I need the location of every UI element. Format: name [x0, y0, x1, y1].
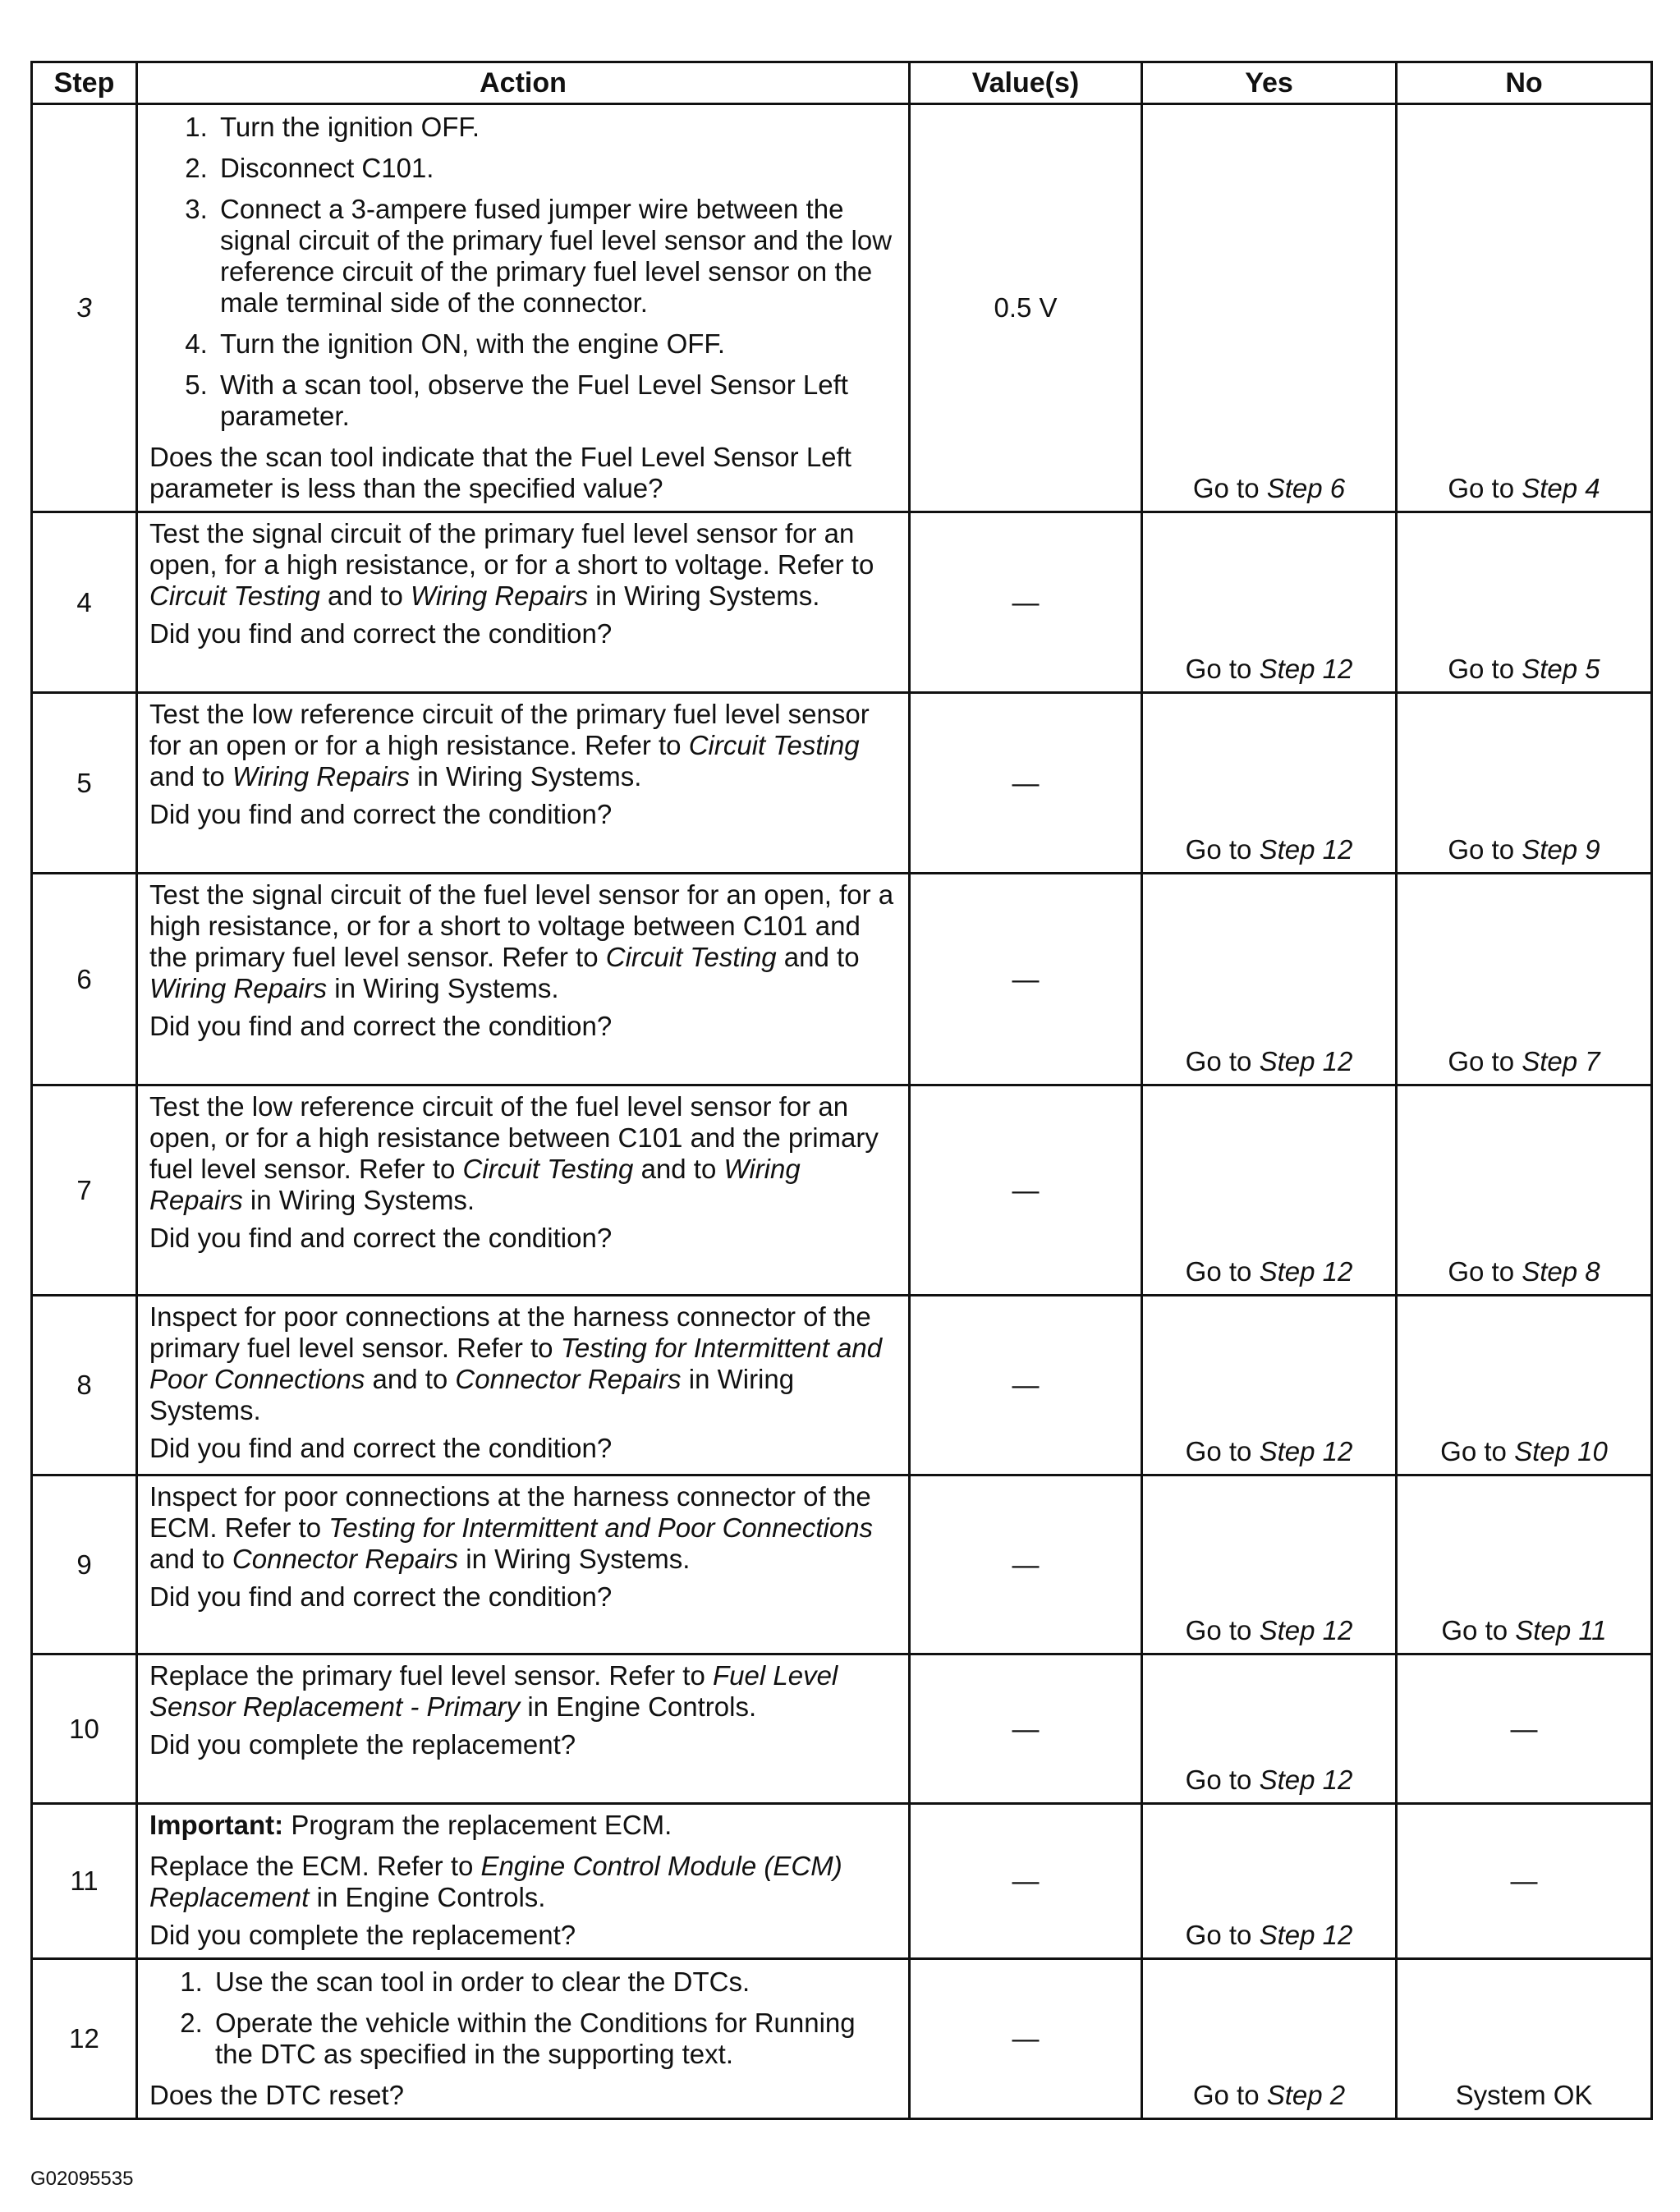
- important-label: Important:: [149, 1810, 284, 1840]
- action-cell: [137, 104, 910, 512]
- action-text: Test the signal circuit of the primary fuel level sensor for an open, for a high resistance, or for a short to voltage. Refer to Circuit Testing and to Wiring Repairs in Wiring Systems.: [149, 518, 874, 611]
- reference-link: Circuit Testing: [605, 942, 777, 972]
- no-prefix: Go to: [1441, 1615, 1516, 1645]
- yes-cell: [1142, 1475, 1397, 1654]
- action-text: Inspect for poor connections at the harness connector of the primary fuel level sensor. Refer to Testing for Intermittent and Poor Connections and to Connector Repairs in Wiring Systems.: [149, 1301, 883, 1425]
- no-cell: System OK: [1397, 1959, 1652, 2119]
- action-cell: [137, 1654, 910, 1804]
- action-text: Test the low reference circuit of the fuel level sensor for an open, or for a high resistance between C101 and the primary fuel level sensor. Refer to Circuit Testing and to Wiring Repairs in Wiring Systems.: [149, 1091, 879, 1215]
- step-number: 8: [32, 1296, 137, 1475]
- yes-prefix: Go to: [1185, 654, 1260, 684]
- yes-step-reference: Step 12: [1259, 1765, 1353, 1795]
- action-question: Did you find and correct the condition?: [149, 1011, 613, 1041]
- yes-cell: [1142, 1959, 1397, 2119]
- value-cell: 0.5 V: [910, 104, 1142, 512]
- reference-link: Wiring Repairs: [410, 581, 589, 611]
- action-cell: [137, 512, 910, 693]
- action-cell: [137, 1296, 910, 1475]
- no-step-reference: Step 9: [1522, 834, 1600, 865]
- yes-step-reference: Step 12: [1259, 1046, 1353, 1076]
- no-prefix: Go to: [1448, 834, 1522, 865]
- no-cell: —: [1397, 1804, 1652, 1959]
- no-prefix: Go to: [1448, 473, 1522, 503]
- diagnostic-table: [30, 61, 1653, 2120]
- action-question: Did you find and correct the condition?: [149, 1433, 613, 1463]
- no-cell: [1397, 874, 1652, 1085]
- yes-cell: [1142, 104, 1397, 512]
- yes-cell: [1142, 874, 1397, 1085]
- important-text: Program the replacement ECM.: [283, 1810, 672, 1840]
- yes-step-reference: Step 12: [1259, 1615, 1353, 1645]
- action-cell: [137, 1475, 910, 1654]
- action-cell: [137, 1085, 910, 1296]
- no-prefix: Go to: [1448, 654, 1522, 684]
- value-cell: —: [910, 1475, 1142, 1654]
- no-cell: [1397, 1085, 1652, 1296]
- action-step: 2. Disconnect C101.: [215, 153, 900, 184]
- reference-link: Wiring Repairs: [149, 973, 328, 1003]
- yes-step-reference: Step 12: [1259, 654, 1353, 684]
- action-text: Test the low reference circuit of the primary fuel level sensor for an open or for a high resistance. Refer to Circuit Testing and to Wiring Repairs in Wiring Systems.: [149, 699, 870, 792]
- action-text: Test the signal circuit of the fuel level sensor for an open, for a high resistance, or for a short to voltage between C101 and the primary fuel level sensor. Refer to Circuit Testing and to Wiring Repairs in Wiring Systems.: [149, 879, 894, 1003]
- reference-link: Wiring Repairs: [232, 761, 411, 792]
- step-number: 3: [32, 104, 137, 512]
- no-prefix: Go to: [1440, 1436, 1515, 1466]
- table-row: [32, 512, 1652, 693]
- yes-prefix: Go to: [1185, 1765, 1260, 1795]
- table-row: [32, 1475, 1652, 1654]
- action-question: Does the DTC reset?: [149, 2080, 404, 2110]
- action-step: 2. Operate the vehicle within the Conditions for Running the DTC as specified in the supporting text.: [210, 2008, 900, 2070]
- action-steps-list: [149, 1966, 900, 2070]
- action-steps-list: [149, 112, 900, 432]
- action-question: Did you find and correct the condition?: [149, 1223, 613, 1253]
- value-cell: —: [910, 1654, 1142, 1804]
- reference-link: Connector Repairs: [455, 1364, 682, 1394]
- step-number: 4: [32, 512, 137, 693]
- header-step: Step: [32, 62, 137, 104]
- yes-prefix: Go to: [1185, 1615, 1260, 1645]
- yes-step-reference: Step 6: [1266, 473, 1346, 503]
- action-step: 4. Turn the ignition ON, with the engine OFF.: [215, 328, 900, 360]
- no-prefix: Go to: [1448, 1046, 1522, 1076]
- step-number: 10: [32, 1654, 137, 1804]
- no-prefix: Go to: [1448, 1256, 1522, 1287]
- action-step: 3. Connect a 3-ampere fused jumper wire between the signal circuit of the primary fuel level sensor and the low reference circuit of the primary fuel level sensor on the male terminal side of the connector.: [215, 194, 900, 319]
- yes-step-reference: Step 12: [1259, 1436, 1353, 1466]
- no-cell: [1397, 104, 1652, 512]
- yes-prefix: Go to: [1192, 2080, 1267, 2110]
- no-cell: —: [1397, 1654, 1652, 1804]
- yes-cell: [1142, 512, 1397, 693]
- table-row: [32, 874, 1652, 1085]
- no-cell: [1397, 512, 1652, 693]
- action-question: Did you find and correct the condition?: [149, 1581, 613, 1612]
- reference-link: Testing for Intermittent and Poor Connections: [149, 1333, 883, 1394]
- header-no: No: [1397, 62, 1652, 104]
- action-step: 1. Turn the ignition OFF.: [215, 112, 900, 143]
- value-cell: —: [910, 512, 1142, 693]
- action-cell: [137, 693, 910, 874]
- yes-prefix: Go to: [1192, 473, 1267, 503]
- reference-link: Testing for Intermittent and Poor Connections: [328, 1512, 874, 1543]
- yes-step-reference: Step 12: [1259, 1920, 1353, 1950]
- action-text: Replace the primary fuel level sensor. Refer to Fuel Level Sensor Replacement - Primary in Engine Controls.: [149, 1660, 838, 1722]
- table-header-row: [32, 62, 1652, 104]
- value-cell: —: [910, 1804, 1142, 1959]
- yes-prefix: Go to: [1185, 1436, 1260, 1466]
- yes-cell: [1142, 1654, 1397, 1804]
- yes-cell: [1142, 1296, 1397, 1475]
- action-question: Did you complete the replacement?: [149, 1729, 576, 1760]
- step-number: 12: [32, 1959, 137, 2119]
- yes-cell: [1142, 1085, 1397, 1296]
- yes-prefix: Go to: [1185, 1920, 1260, 1950]
- yes-step-reference: Step 12: [1259, 834, 1353, 865]
- action-question: Did you find and correct the condition?: [149, 618, 613, 649]
- reference-link: Circuit Testing: [462, 1154, 634, 1184]
- value-cell: —: [910, 693, 1142, 874]
- action-step: 5. With a scan tool, observe the Fuel Level Sensor Left parameter.: [215, 369, 900, 432]
- step-number: 7: [32, 1085, 137, 1296]
- action-question: Did you complete the replacement?: [149, 1920, 576, 1950]
- action-text: Replace the ECM. Refer to Engine Control Module (ECM) Replacement in Engine Controls.: [149, 1851, 842, 1912]
- yes-step-reference: Step 12: [1259, 1256, 1353, 1287]
- no-step-reference: Step 4: [1522, 473, 1600, 503]
- important-note: [149, 1810, 900, 1841]
- no-cell: [1397, 1475, 1652, 1654]
- no-step-reference: Step 5: [1522, 654, 1600, 684]
- figure-id: G02095535: [30, 2168, 134, 2190]
- table-row: [32, 693, 1652, 874]
- no-step-reference: Step 11: [1515, 1615, 1607, 1645]
- reference-link: Circuit Testing: [149, 581, 320, 611]
- action-question: Does the scan tool indicate that the Fuel Level Sensor Left parameter is less than the specified value?: [149, 442, 851, 503]
- no-step-reference: Step 7: [1522, 1046, 1600, 1076]
- yes-prefix: Go to: [1185, 1256, 1260, 1287]
- step-number: 6: [32, 874, 137, 1085]
- no-cell: [1397, 1296, 1652, 1475]
- yes-step-reference: Step 2: [1266, 2080, 1346, 2110]
- step-number: 11: [32, 1804, 137, 1959]
- value-cell: —: [910, 1085, 1142, 1296]
- header-action: Action: [137, 62, 910, 104]
- table-row: [32, 1296, 1652, 1475]
- action-cell: [137, 1804, 910, 1959]
- no-cell: [1397, 693, 1652, 874]
- reference-link: Circuit Testing: [688, 730, 860, 760]
- yes-cell: [1142, 693, 1397, 874]
- step-number: 9: [32, 1475, 137, 1654]
- value-cell: —: [910, 874, 1142, 1085]
- action-cell: [137, 1959, 910, 2119]
- header-values: Value(s): [910, 62, 1142, 104]
- table-row: [32, 1959, 1652, 2119]
- action-step: 1. Use the scan tool in order to clear the DTCs.: [210, 1966, 900, 1998]
- table-row: [32, 1654, 1652, 1804]
- reference-link: Engine Control Module (ECM) Replacement: [149, 1851, 842, 1912]
- action-text: Inspect for poor connections at the harness connector of the ECM. Refer to Testing for Intermittent and Poor Connections and to Connector Repairs in Wiring Systems.: [149, 1481, 874, 1574]
- action-cell: [137, 874, 910, 1085]
- reference-link: Connector Repairs: [232, 1544, 459, 1574]
- table-row: [32, 1804, 1652, 1959]
- header-yes: Yes: [1142, 62, 1397, 104]
- reference-link: Wiring Repairs: [149, 1154, 801, 1215]
- yes-prefix: Go to: [1185, 834, 1260, 865]
- value-cell: —: [910, 1296, 1142, 1475]
- table-row: [32, 1085, 1652, 1296]
- diagnostic-document: [30, 61, 1650, 2120]
- no-step-reference: Step 8: [1522, 1256, 1600, 1287]
- step-number: 5: [32, 693, 137, 874]
- reference-link: Fuel Level Sensor Replacement - Primary: [149, 1660, 838, 1722]
- table-row: [32, 104, 1652, 512]
- value-cell: —: [910, 1959, 1142, 2119]
- no-step-reference: Step 10: [1514, 1436, 1608, 1466]
- yes-prefix: Go to: [1185, 1046, 1260, 1076]
- action-question: Did you find and correct the condition?: [149, 799, 613, 829]
- yes-cell: [1142, 1804, 1397, 1959]
